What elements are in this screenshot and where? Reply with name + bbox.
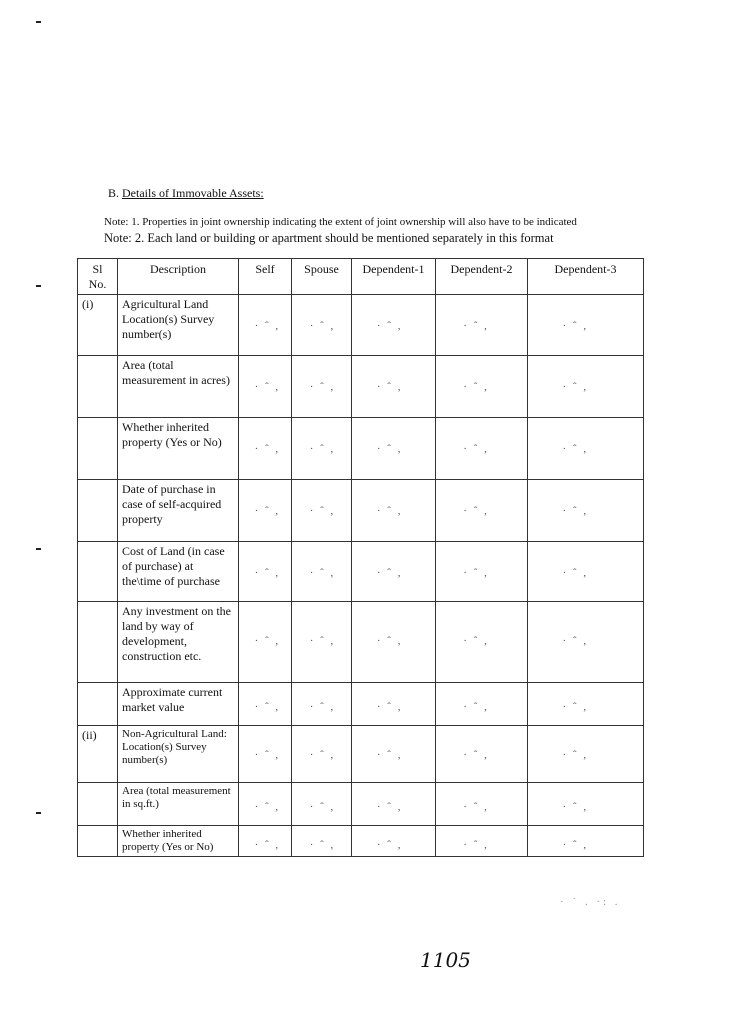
sl-no-cell: (i)	[78, 295, 118, 356]
dependent-1-cell	[352, 480, 436, 542]
table-row	[78, 542, 644, 602]
self-cell	[239, 826, 292, 857]
header-sl-line1: Sl	[92, 262, 103, 276]
faint-mark: · ˆ ,	[463, 505, 489, 518]
margin-mark-upper	[36, 285, 41, 287]
faint-mark: · ˆ ,	[463, 800, 489, 813]
table-row	[78, 683, 644, 726]
faint-mark: · ˆ ,	[562, 381, 589, 394]
self-cell	[239, 726, 292, 783]
self-cell	[239, 356, 292, 418]
sl-no-cell: (ii)	[78, 726, 118, 783]
table-row	[78, 726, 644, 783]
faint-mark: · ˆ ,	[254, 566, 281, 579]
self-cell	[239, 542, 292, 602]
faint-mark: · ˆ ,	[562, 635, 589, 647]
faint-mark: · ˆ ,	[309, 800, 336, 813]
dependent-2-cell	[436, 542, 528, 602]
faint-mark: · ˆ ,	[309, 749, 336, 762]
faint-mark: · ˆ ,	[376, 320, 403, 332]
faint-mark: · ˆ ,	[463, 443, 489, 456]
spouse-cell	[292, 683, 352, 726]
spouse-cell	[292, 826, 352, 857]
dependent-2-cell	[436, 826, 528, 857]
self-cell	[239, 480, 292, 542]
description-cell: Non-Agricultural Land: Location(s) Survey number(s)	[118, 726, 239, 783]
dependent-3-cell	[528, 295, 644, 356]
dependent-3-cell	[528, 356, 644, 418]
sl-no-cell	[78, 602, 118, 683]
dependent-3-cell	[528, 726, 644, 783]
faint-mark: · ˆ ,	[463, 839, 489, 851]
self-cell	[239, 683, 292, 726]
note-1: Note: 1. Properties in joint ownership indicating the extent of joint ownership will also have to be indicated	[104, 216, 577, 228]
section-title: Details of Immovable Assets:	[122, 186, 264, 200]
faint-mark: · ˆ ,	[463, 320, 489, 332]
sl-no-cell	[78, 783, 118, 826]
faint-mark: · ˆ ,	[254, 443, 281, 456]
note-2: Note: 2. Each land or building or apartment should be mentioned separately in this format	[104, 231, 554, 245]
dependent-2-cell	[436, 418, 528, 480]
faint-mark: · ˆ ,	[463, 381, 489, 394]
description-cell: Any investment on the land by way of development, construction etc.	[118, 602, 239, 683]
dependent-1-cell	[352, 783, 436, 826]
faint-mark: · ˆ ,	[376, 566, 403, 579]
spouse-cell	[292, 726, 352, 783]
faint-mark: · ˆ ,	[254, 839, 281, 851]
header-self: Self	[239, 259, 292, 295]
spouse-cell	[292, 480, 352, 542]
faint-mark: · ˆ ,	[463, 566, 489, 579]
spouse-cell	[292, 295, 352, 356]
table-row	[78, 356, 644, 418]
dependent-3-cell	[528, 602, 644, 683]
table-row	[78, 826, 644, 857]
faint-mark: · ˆ ,	[254, 635, 281, 647]
faint-mark: · ˆ ,	[254, 749, 281, 762]
faint-mark: · ˆ ,	[309, 443, 336, 456]
dependent-3-cell	[528, 418, 644, 480]
table-row	[78, 418, 644, 480]
spouse-cell	[292, 418, 352, 480]
immovable-assets-table	[77, 258, 644, 857]
table-body	[78, 295, 644, 857]
faint-mark: · ˆ ,	[562, 800, 589, 813]
dependent-2-cell	[436, 356, 528, 418]
description-cell: Area (total measurement in acres)	[118, 356, 239, 418]
table-header-row	[78, 259, 644, 295]
margin-mark-top	[36, 21, 41, 23]
faint-mark: · ˆ ,	[254, 700, 281, 713]
spouse-cell	[292, 542, 352, 602]
spouse-cell	[292, 602, 352, 683]
faint-mark: · ˆ ,	[309, 505, 336, 518]
dependent-2-cell	[436, 726, 528, 783]
faint-mark: · ˆ ,	[463, 700, 489, 713]
description-cell: Area (total measurement in sq.ft.)	[118, 783, 239, 826]
sl-no-cell	[78, 418, 118, 480]
dependent-1-cell	[352, 602, 436, 683]
self-cell	[239, 602, 292, 683]
dependent-2-cell	[436, 783, 528, 826]
handwritten-page-number: 1105	[420, 948, 471, 972]
spouse-cell	[292, 783, 352, 826]
dependent-3-cell	[528, 783, 644, 826]
faint-mark: · ˆ ,	[376, 443, 403, 456]
faint-mark: · ˆ ,	[376, 839, 403, 851]
faint-mark: · ˆ ,	[376, 635, 403, 647]
faint-mark: · ˆ ,	[309, 635, 336, 647]
sl-no-cell	[78, 356, 118, 418]
description-cell: Whether inherited property (Yes or No)	[118, 826, 239, 857]
section-heading	[108, 186, 264, 201]
description-cell: Approximate current market value	[118, 683, 239, 726]
faint-scribble: · ˙ . ·: .	[560, 896, 621, 908]
faint-mark: · ˆ ,	[562, 320, 589, 332]
header-dependent-1: Dependent-1	[352, 259, 436, 295]
dependent-1-cell	[352, 683, 436, 726]
faint-mark: · ˆ ,	[562, 505, 589, 518]
faint-mark: · ˆ ,	[562, 443, 589, 456]
dependent-3-cell	[528, 826, 644, 857]
faint-mark: · ˆ ,	[463, 749, 489, 762]
dependent-1-cell	[352, 418, 436, 480]
faint-mark: · ˆ ,	[309, 320, 336, 332]
faint-mark: · ˆ ,	[254, 320, 281, 332]
self-cell	[239, 418, 292, 480]
faint-mark: · ˆ ,	[309, 700, 336, 713]
dependent-2-cell	[436, 602, 528, 683]
dependent-1-cell	[352, 726, 436, 783]
faint-mark: · ˆ ,	[309, 566, 336, 579]
faint-mark: · ˆ ,	[562, 566, 589, 579]
dependent-1-cell	[352, 542, 436, 602]
dependent-3-cell	[528, 683, 644, 726]
faint-mark: · ˆ ,	[309, 839, 336, 851]
faint-mark: · ˆ ,	[254, 505, 281, 518]
dependent-2-cell	[436, 683, 528, 726]
sl-no-cell	[78, 480, 118, 542]
faint-mark: · ˆ ,	[376, 700, 403, 713]
dependent-2-cell	[436, 295, 528, 356]
faint-mark: · ˆ ,	[376, 505, 403, 518]
section-prefix: B.	[108, 186, 120, 200]
description-cell: Whether inherited property (Yes or No)	[118, 418, 239, 480]
faint-mark: · ˆ ,	[376, 800, 403, 813]
faint-mark: · ˆ ,	[309, 381, 336, 394]
sl-no-cell	[78, 826, 118, 857]
faint-mark: · ˆ ,	[463, 635, 489, 647]
spouse-cell	[292, 356, 352, 418]
self-cell	[239, 783, 292, 826]
sl-no-cell	[78, 683, 118, 726]
dependent-1-cell	[352, 356, 436, 418]
faint-mark: · ˆ ,	[254, 800, 281, 813]
dependent-3-cell	[528, 542, 644, 602]
faint-mark: · ˆ ,	[376, 749, 403, 762]
dependent-1-cell	[352, 295, 436, 356]
table-row	[78, 783, 644, 826]
header-description: Description	[118, 259, 239, 295]
faint-mark: · ˆ ,	[562, 749, 589, 762]
margin-mark-middle	[36, 548, 41, 550]
faint-mark: · ˆ ,	[376, 381, 403, 394]
sl-no-cell	[78, 542, 118, 602]
header-spouse: Spouse	[292, 259, 352, 295]
self-cell	[239, 295, 292, 356]
dependent-2-cell	[436, 480, 528, 542]
table-row	[78, 480, 644, 542]
header-dependent-2: Dependent-2	[436, 259, 528, 295]
description-cell: Date of purchase in case of self-acquired property	[118, 480, 239, 542]
header-sl-line2: No.	[88, 277, 107, 291]
table-row	[78, 295, 644, 356]
dependent-1-cell	[352, 826, 436, 857]
description-cell: Agricultural Land Location(s) Survey number(s)	[118, 295, 239, 356]
table-row	[78, 602, 644, 683]
header-sl-no	[78, 259, 118, 295]
description-cell: Cost of Land (in case of purchase) at the\time of purchase	[118, 542, 239, 602]
faint-mark: · ˆ ,	[562, 839, 589, 851]
margin-mark-lower	[36, 812, 41, 814]
faint-mark: · ˆ ,	[254, 381, 281, 394]
dependent-3-cell	[528, 480, 644, 542]
header-dependent-3: Dependent-3	[528, 259, 644, 295]
faint-mark: · ˆ ,	[562, 700, 589, 713]
